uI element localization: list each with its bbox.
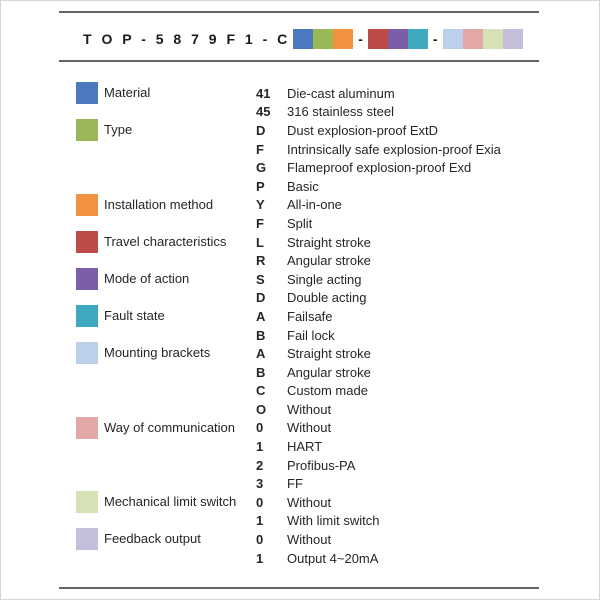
code-description: Single acting — [287, 271, 362, 287]
code-row — [256, 493, 379, 512]
code-value: P — [256, 178, 265, 194]
code-row — [256, 84, 395, 103]
model-code-swatches — [293, 29, 522, 49]
legend-category — [76, 270, 256, 307]
category-color-swatch — [76, 417, 98, 439]
code-value: 0 — [256, 420, 264, 436]
legend-group — [76, 419, 569, 493]
code-description: Output 4~20mA — [287, 550, 379, 566]
legend-group — [76, 270, 569, 307]
code-value: 0 — [256, 532, 264, 548]
code-description: Profibus-PA — [287, 457, 356, 473]
category-label: Mode of action — [104, 270, 190, 286]
code-description: Straight stroke — [287, 234, 371, 250]
code-value: F — [256, 215, 264, 231]
code-row — [256, 270, 367, 289]
code-description: Die-cast aluminum — [287, 85, 395, 101]
footer-rule — [59, 587, 539, 589]
code-description: Flameproof explosion-proof Exd — [287, 160, 472, 176]
code-row — [256, 326, 335, 345]
code-row — [256, 158, 501, 177]
category-label: Fault state — [104, 308, 165, 324]
code-description: Dust explosion-proof ExtD — [287, 122, 439, 138]
category-color-swatch — [76, 82, 98, 104]
category-label: Installation method — [104, 196, 214, 212]
category-color-swatch — [76, 528, 98, 550]
legend-category — [76, 307, 256, 344]
code-row — [256, 549, 378, 568]
color-swatch — [463, 29, 483, 49]
legend-group — [76, 121, 569, 195]
color-swatch — [408, 29, 428, 49]
code-value: F — [256, 141, 264, 157]
swatch-group — [293, 29, 353, 49]
code-value: 41 — [256, 85, 271, 101]
code-description: Failsafe — [287, 308, 333, 324]
code-value: B — [256, 327, 266, 343]
code-row — [256, 233, 371, 252]
code-description: Angular stroke — [287, 364, 371, 380]
code-row — [256, 419, 355, 438]
code-row — [256, 400, 371, 419]
code-description: Basic — [287, 178, 319, 194]
code-value: D — [256, 122, 266, 138]
category-color-swatch — [76, 119, 98, 141]
legend-category — [76, 121, 256, 195]
code-description: Without — [287, 401, 332, 417]
color-swatch — [368, 29, 388, 49]
code-value: G — [256, 160, 267, 176]
legend-codes — [256, 84, 395, 121]
code-row — [256, 437, 355, 456]
code-value: 1 — [256, 513, 264, 529]
category-color-swatch — [76, 194, 98, 216]
legend-group — [76, 493, 569, 530]
code-description: Fail lock — [287, 327, 335, 343]
legend-category — [76, 419, 256, 493]
legend-category — [76, 530, 256, 567]
header-top-rule — [59, 11, 539, 13]
color-swatch — [388, 29, 408, 49]
code-description: Without — [287, 494, 332, 510]
header-bottom-rule — [59, 60, 539, 62]
code-description: Without — [287, 532, 332, 548]
legend-codes — [256, 121, 501, 195]
code-row — [256, 121, 501, 140]
legend-category — [76, 196, 256, 233]
code-value: C — [256, 383, 266, 399]
code-value: 0 — [256, 494, 264, 510]
category-color-swatch — [76, 268, 98, 290]
code-row — [256, 214, 342, 233]
color-swatch — [443, 29, 463, 49]
code-value: 2 — [256, 457, 264, 473]
legend-category — [76, 493, 256, 530]
code-value: O — [256, 401, 267, 417]
code-row — [256, 382, 371, 401]
category-label: Mechanical limit switch — [104, 494, 237, 510]
code-value: B — [256, 364, 266, 380]
swatch-group — [368, 29, 428, 49]
category-label: Travel characteristics — [104, 233, 227, 249]
category-color-swatch — [76, 305, 98, 327]
code-value: L — [256, 234, 264, 250]
code-description: Intrinsically safe explosion-proof Exia — [287, 141, 501, 157]
color-swatch — [293, 29, 313, 49]
category-label: Material — [104, 85, 151, 100]
code-description: Straight stroke — [287, 346, 371, 362]
code-description: All-in-one — [287, 197, 342, 213]
code-value: R — [256, 253, 266, 269]
code-row — [256, 140, 501, 159]
code-description: HART — [287, 439, 323, 455]
code-description: Custom made — [287, 383, 368, 399]
code-value: 1 — [256, 439, 264, 455]
legend-codes — [256, 307, 335, 344]
code-row — [256, 344, 371, 363]
legend-codes — [256, 344, 371, 418]
legend-codes — [256, 233, 371, 270]
legend-group — [76, 307, 569, 344]
code-value: 1 — [256, 550, 264, 566]
legend-codes — [256, 530, 378, 567]
code-row — [256, 530, 378, 549]
swatch-group-separator: - — [432, 31, 438, 47]
code-row — [256, 177, 501, 196]
code-value: 45 — [256, 104, 271, 120]
legend-group — [76, 530, 569, 567]
category-label: Way of communication — [104, 419, 236, 435]
code-description: Without — [287, 420, 332, 436]
legend-category — [76, 344, 256, 418]
legend-codes — [256, 419, 355, 493]
category-color-swatch — [76, 491, 98, 513]
color-swatch — [333, 29, 353, 49]
code-row — [256, 363, 371, 382]
category-label: Type — [104, 122, 133, 138]
legend-codes — [256, 270, 367, 307]
legend-category — [76, 84, 256, 121]
model-code-header — [83, 29, 523, 49]
code-value: D — [256, 290, 266, 306]
code-row — [256, 251, 371, 270]
code-row — [256, 456, 355, 475]
code-row — [256, 307, 335, 326]
code-value: S — [256, 271, 265, 287]
code-description: Split — [287, 215, 313, 231]
swatch-group — [443, 29, 523, 49]
legend-category — [76, 233, 256, 270]
code-row — [256, 512, 379, 531]
code-row — [256, 474, 355, 493]
code-description: Angular stroke — [287, 253, 371, 269]
model-code-text: T O P - 5 8 7 9 F 1 - C — [83, 31, 291, 47]
legend-codes — [256, 196, 342, 233]
legend-group — [76, 84, 569, 121]
code-value: 3 — [256, 476, 264, 492]
code-row — [256, 103, 395, 122]
legend-codes — [256, 493, 379, 530]
code-value: Y — [256, 197, 265, 213]
category-color-swatch — [76, 342, 98, 364]
category-label: Mounting brackets — [104, 345, 211, 361]
code-row — [256, 196, 342, 215]
legend-group — [76, 233, 569, 270]
color-swatch — [483, 29, 503, 49]
category-label: Feedback output — [104, 531, 201, 547]
code-value: A — [256, 346, 266, 362]
color-swatch — [503, 29, 523, 49]
legend — [76, 84, 569, 567]
code-value: A — [256, 308, 266, 324]
legend-group — [76, 344, 569, 418]
code-description: With limit switch — [287, 513, 380, 529]
color-swatch — [313, 29, 333, 49]
legend-group — [76, 196, 569, 233]
code-description: Double acting — [287, 290, 367, 306]
code-row — [256, 289, 367, 308]
code-description: 316 stainless steel — [287, 104, 394, 120]
category-color-swatch — [76, 231, 98, 253]
code-description: FF — [287, 476, 303, 492]
swatch-group-separator: - — [358, 31, 363, 47]
